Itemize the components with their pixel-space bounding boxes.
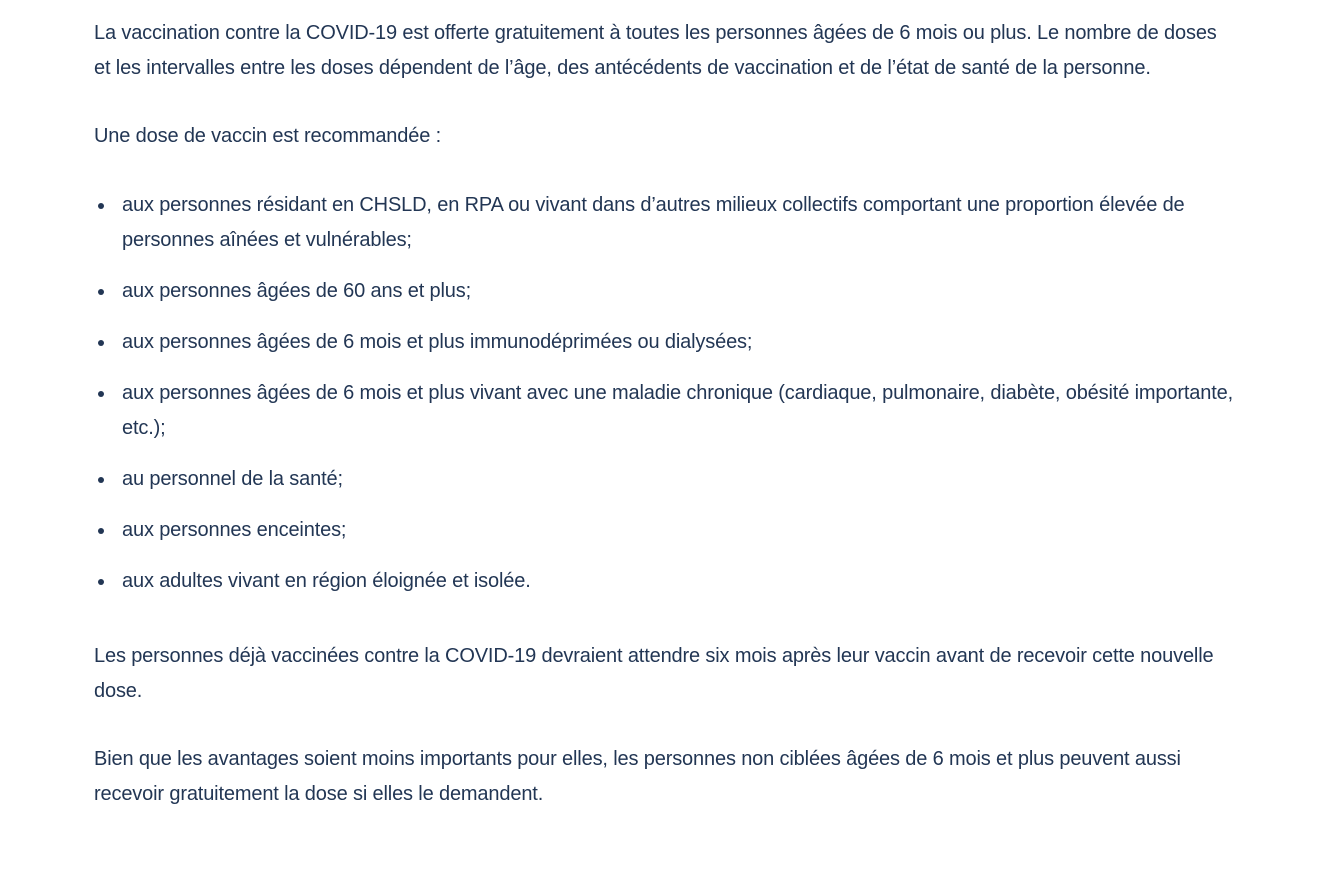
already-vaccinated-paragraph: Les personnes déjà vaccinées contre la COVID-19 devraient attendre six mois après leur vaccin avant de recevoir cette nouvelle dose. xyxy=(94,645,1214,702)
list-item xyxy=(94,274,1234,309)
list-item xyxy=(94,513,1234,548)
non-targeted-paragraph: Bien que les avantages soient moins importants pour elles, les personnes non ciblées âgées de 6 mois et plus peuvent aussi recevoir gratuitement la dose si elles le demandent. xyxy=(94,748,1181,805)
list-item-text: aux personnes âgées de 6 mois et plus vivant avec une maladie chronique (cardiaque, pulmonaire, diabète, obésité importante, etc.); xyxy=(122,382,1233,439)
list-item-text: aux personnes âgées de 6 mois et plus immunodéprimées ou dialysées; xyxy=(122,331,753,353)
bullet-icon xyxy=(98,391,104,397)
list-item-text: aux personnes résidant en CHSLD, en RPA ou vivant dans d’autres milieux collectifs comportant une proportion élevée de personnes aînées et vulnérables; xyxy=(122,194,1185,251)
bullet-icon xyxy=(98,203,104,209)
list-item-text: aux personnes âgées de 60 ans et plus; xyxy=(122,280,471,302)
list-item xyxy=(94,325,1234,360)
bullet-icon xyxy=(98,579,104,585)
list-item xyxy=(94,376,1234,446)
intro-paragraph: La vaccination contre la COVID-19 est offerte gratuitement à toutes les personnes âgées de 6 mois ou plus. Le nombre de doses et les intervalles entre les doses dépendent de l’âge, des antécédents de vaccination et de l’état de santé de la personne. xyxy=(94,22,1217,79)
list-item-text: au personnel de la santé; xyxy=(122,468,343,490)
recommended-groups-list xyxy=(94,188,1234,599)
list-item xyxy=(94,188,1234,258)
bullet-icon xyxy=(98,477,104,483)
recommendation-lead: Une dose de vaccin est recommandée : xyxy=(94,125,442,147)
list-item-text: aux personnes enceintes; xyxy=(122,519,347,541)
article-content xyxy=(94,16,1234,812)
bullet-icon xyxy=(98,340,104,346)
bullet-icon xyxy=(98,528,104,534)
list-item xyxy=(94,564,1234,599)
list-item-text: aux adultes vivant en région éloignée et isolée. xyxy=(122,570,531,592)
list-item xyxy=(94,462,1234,497)
bullet-icon xyxy=(98,289,104,295)
